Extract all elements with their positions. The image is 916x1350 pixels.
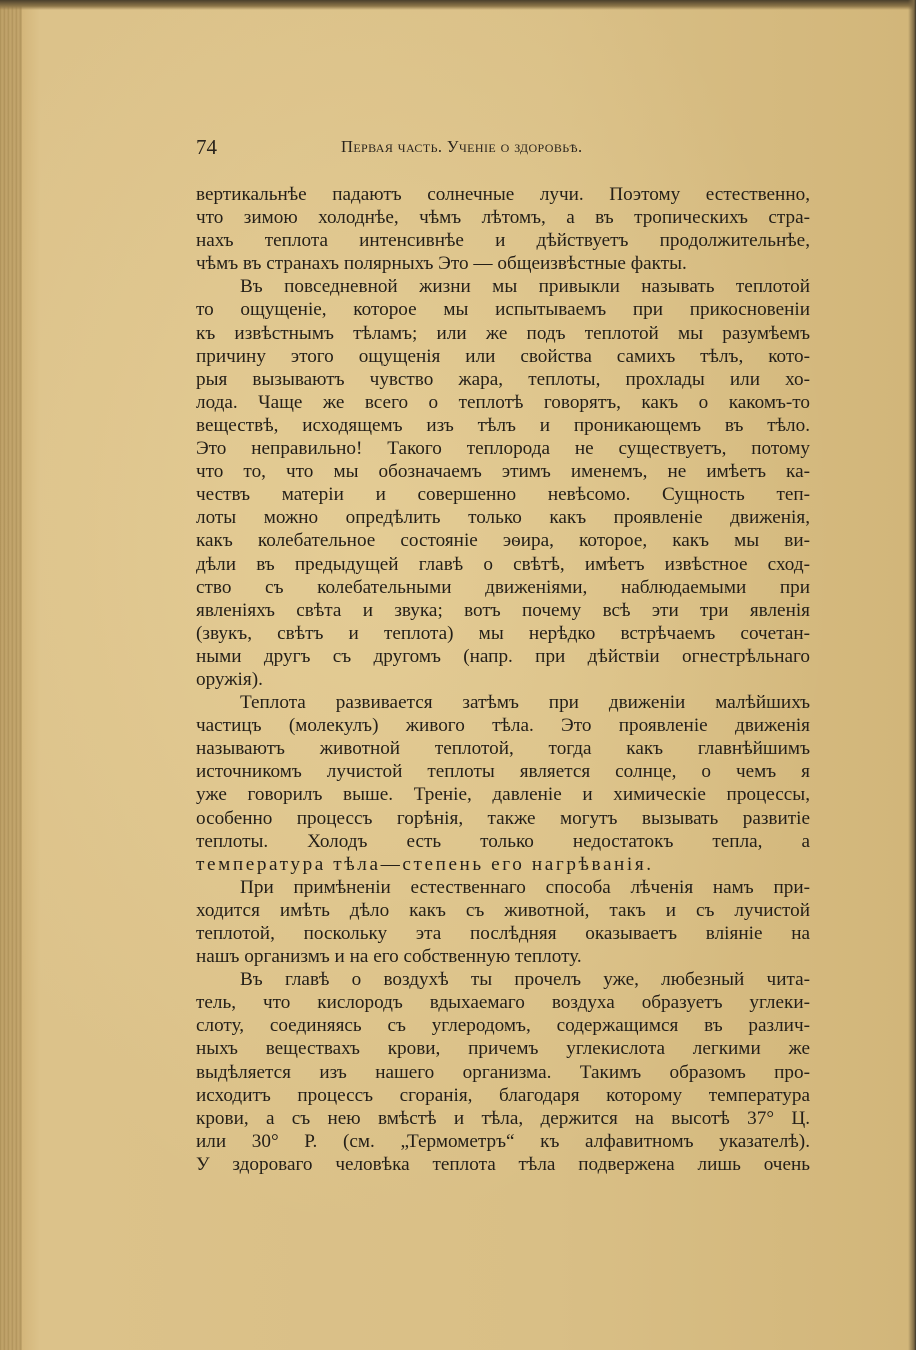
text-line: При примѣненіи естественнаго способа лѣченія намъ при- bbox=[240, 876, 810, 898]
text-line: температура тѣла—степень его нагрѣванія. bbox=[196, 853, 654, 875]
text-line: особенно процессъ горѣнія, также могутъ вызывать развитіе bbox=[196, 807, 810, 829]
text-line: оружія). bbox=[196, 668, 263, 690]
text-line: Теплота развивается затѣмъ при движеніи малѣйшихъ bbox=[240, 692, 810, 714]
page-number: 74 bbox=[196, 135, 217, 159]
page-edge-right bbox=[908, 0, 916, 1350]
text-line: Въ повседневной жизни мы привыкли называть теплотой bbox=[240, 276, 810, 298]
text-line: ными другъ съ другомъ (напр. при дѣйствіи огнестрѣльнаго bbox=[196, 645, 810, 667]
text-line: нашъ организмъ и на его собственную теплоту. bbox=[196, 946, 582, 968]
text-line: уже говорилъ выше. Треніе, давленіе и химическіе процессы, bbox=[196, 784, 810, 806]
text-line: то ощущеніе, которое мы испытываемъ при прикосновеніи bbox=[196, 299, 810, 321]
text-line: чествъ матеріи и совершенно невѣсомо. Сущность теп- bbox=[196, 484, 810, 506]
text-line: частицъ (молекулъ) живого тѣла. Это проявленіе движенія bbox=[196, 715, 810, 737]
text-line: крови, а съ нею вмѣстѣ и тѣла, держится на высотѣ 37° Ц. bbox=[196, 1107, 810, 1129]
text-line: веществѣ, исходящемъ изъ тѣлъ и проникающемъ въ тѣло. bbox=[196, 414, 810, 436]
text-line: или 30° Р. (см. „Термометръ“ къ алфавитномъ указателѣ). bbox=[196, 1130, 810, 1152]
text-line: ходится имѣть дѣло какъ съ животной, такъ и съ лучистой bbox=[196, 899, 810, 921]
text-line: явленіяхъ свѣта и звука; вотъ почему всѣ эти три явленія bbox=[196, 599, 810, 621]
text-line: нахъ теплота интенсивнѣе и дѣйствуетъ продолжительнѣе, bbox=[196, 230, 810, 252]
text-line: У здороваго человѣка теплота тѣла подвержена лишь очень bbox=[196, 1153, 810, 1175]
page-header bbox=[196, 135, 810, 165]
text-line: причину этого ощущенія или свойства самихъ тѣлъ, кото- bbox=[196, 345, 810, 367]
page-edge-left bbox=[0, 0, 22, 1350]
text-line: источникомъ лучистой теплоты является солнце, о чемъ я bbox=[196, 761, 810, 783]
text-line: лоты можно опредѣлить только какъ проявленіе движенія, bbox=[196, 507, 810, 529]
text-line: выдѣляется изъ нашего организма. Такимъ образомъ про- bbox=[196, 1061, 810, 1083]
text-line: тель, что кислородъ вдыхаемаго воздуха образуетъ углеки- bbox=[196, 992, 810, 1014]
text-line: теплоты. Холодъ есть только недостатокъ тепла, а bbox=[196, 830, 810, 852]
text-line: что то, что мы обозначаемъ этимъ именемъ, не имѣетъ ка- bbox=[196, 461, 810, 483]
text-line: называютъ животной теплотой, тогда какъ главнѣйшимъ bbox=[196, 738, 810, 760]
page-edge-top bbox=[0, 0, 916, 10]
text-line: чѣмъ въ странахъ полярныхъ Это — общеизвѣстные факты. bbox=[196, 253, 687, 275]
text-line: вертикальнѣе падаютъ солнечные лучи. Поэтому естественно, bbox=[196, 184, 810, 205]
text-line: ныхъ веществахъ крови, причемъ углекислота легкими же bbox=[196, 1038, 810, 1060]
running-head: Первая часть. Ученіе о здоровьѣ. bbox=[341, 137, 583, 156]
text-line: слоту, соединяясь съ углеродомъ, содержащимся въ различ- bbox=[196, 1015, 810, 1037]
text-line: исходитъ процессъ сгоранія, благодаря которому температура bbox=[196, 1084, 810, 1106]
text-line: теплотой, поскольку эта послѣдняя оказываетъ вліяніе на bbox=[196, 923, 810, 944]
text-line: какъ колебательное состояніе эѳира, которое, какъ мы ви- bbox=[196, 530, 810, 552]
text-line: къ извѣстнымъ тѣламъ; или же подъ теплотой мы разумѣемъ bbox=[196, 322, 810, 344]
text-line: (звукъ, свѣтъ и теплота) мы нерѣдко встрѣчаемъ сочетан- bbox=[196, 622, 810, 644]
text-line: Въ главѣ о воздухѣ ты прочелъ уже, любезный чита- bbox=[240, 969, 810, 991]
text-line: дѣли въ предыдущей главѣ о свѣтѣ, имѣетъ извѣстное сход- bbox=[196, 553, 810, 575]
text-line: Это неправильно! Такого теплорода не существуетъ, потому bbox=[196, 438, 810, 460]
text-line: что зимою холоднѣе, чѣмъ лѣтомъ, а въ тропическихъ стра- bbox=[196, 207, 810, 229]
text-line: ство съ колебательными движеніями, наблюдаемыми при bbox=[196, 576, 810, 598]
text-line: рыя вызываютъ чувство жара, теплоты, прохлады или хо- bbox=[196, 368, 810, 390]
body-text bbox=[196, 183, 810, 1176]
text-line: лода. Чаще же всего о теплотѣ говорятъ, какъ о какомъ-то bbox=[196, 391, 810, 413]
